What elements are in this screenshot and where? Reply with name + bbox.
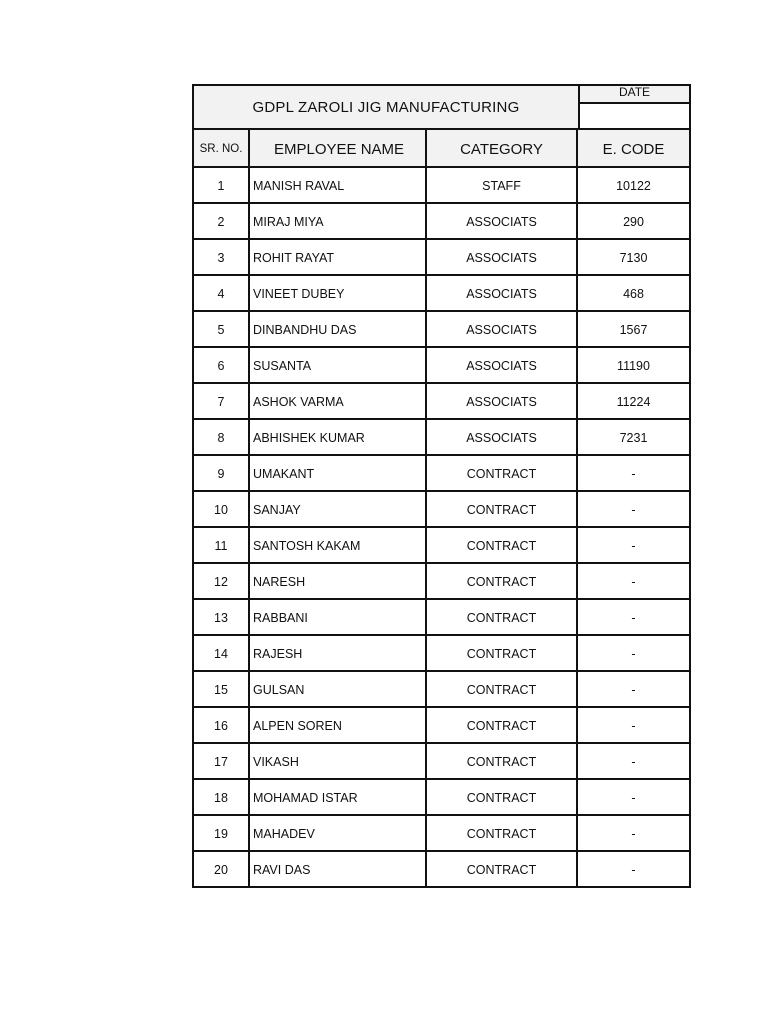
category-cell: CONTRACT: [427, 456, 578, 490]
table-row: [194, 636, 689, 672]
date-field[interactable]: [580, 104, 689, 128]
category-cell: ASSOCIATS: [427, 348, 578, 382]
table-row: [194, 276, 689, 312]
sr-no-cell: 4: [194, 276, 250, 310]
category-cell: CONTRACT: [427, 564, 578, 598]
sr-no-cell: 18: [194, 780, 250, 814]
employee-name-cell: SANJAY: [250, 492, 427, 526]
table-row: [194, 348, 689, 384]
employee-name-cell: MOHAMAD ISTAR: [250, 780, 427, 814]
e-code-cell: -: [631, 755, 636, 769]
category-cell: CONTRACT: [427, 672, 578, 706]
employee-name-cell: MANISH RAVAL: [250, 168, 427, 202]
sr-no-cell: 11: [194, 528, 250, 562]
sr-no-cell: 16: [194, 708, 250, 742]
employee-name-cell: ABHISHEK KUMAR: [250, 420, 427, 454]
table-row: [194, 420, 689, 456]
table-row: [194, 780, 689, 816]
sr-no-cell: 9: [194, 456, 250, 490]
table-row: [194, 312, 689, 348]
employee-name-cell: NARESH: [250, 564, 427, 598]
table-row: [194, 672, 689, 708]
e-code-cell: 1567: [619, 323, 648, 337]
employee-name-cell: VINEET DUBEY: [250, 276, 427, 310]
e-code-cell: 468: [623, 287, 644, 301]
table-row: [194, 528, 689, 564]
category-cell: ASSOCIATS: [427, 240, 578, 274]
employee-name-cell: VIKASH: [250, 744, 427, 778]
e-code-cell: 290: [623, 215, 644, 229]
e-code-cell: -: [631, 503, 636, 517]
category-cell: STAFF: [427, 168, 578, 202]
employee-name-cell: SUSANTA: [250, 348, 427, 382]
table-row: [194, 384, 689, 420]
date-block: [580, 86, 689, 128]
e-code-cell: -: [631, 467, 636, 481]
e-code-cell: -: [631, 863, 636, 877]
sr-no-cell: 7: [194, 384, 250, 418]
employee-name-cell: GULSAN: [250, 672, 427, 706]
table-row: [194, 600, 689, 636]
category-cell: CONTRACT: [427, 636, 578, 670]
header-sr-no: SR. NO.: [194, 130, 250, 166]
e-code-cell: -: [631, 611, 636, 625]
e-code-cell: -: [631, 791, 636, 805]
table-body: [194, 168, 689, 886]
category-cell: CONTRACT: [427, 744, 578, 778]
category-cell: ASSOCIATS: [427, 204, 578, 238]
employee-name-cell: ALPEN SOREN: [250, 708, 427, 742]
sr-no-cell: 2: [194, 204, 250, 238]
sr-no-cell: 8: [194, 420, 250, 454]
e-code-cell: -: [631, 683, 636, 697]
employee-name-cell: RABBANI: [250, 600, 427, 634]
sr-no-cell: 3: [194, 240, 250, 274]
sr-no-cell: 14: [194, 636, 250, 670]
e-code-cell: -: [631, 575, 636, 589]
date-label: DATE: [580, 86, 689, 104]
employee-name-cell: ASHOK VARMA: [250, 384, 427, 418]
sr-no-cell: 19: [194, 816, 250, 850]
category-cell: CONTRACT: [427, 600, 578, 634]
category-cell: CONTRACT: [427, 708, 578, 742]
sr-no-cell: 6: [194, 348, 250, 382]
sr-no-cell: 5: [194, 312, 250, 346]
employee-name-cell: MAHADEV: [250, 816, 427, 850]
category-cell: ASSOCIATS: [427, 384, 578, 418]
table-row: [194, 816, 689, 852]
employee-name-cell: RAVI DAS: [250, 852, 427, 886]
table-row: [194, 456, 689, 492]
sr-no-cell: 10: [194, 492, 250, 526]
e-code-cell: -: [631, 827, 636, 841]
category-cell: ASSOCIATS: [427, 420, 578, 454]
sr-no-cell: 15: [194, 672, 250, 706]
sr-no-cell: 17: [194, 744, 250, 778]
header-e-code: E. CODE: [602, 140, 665, 158]
category-cell: ASSOCIATS: [427, 276, 578, 310]
sr-no-cell: 1: [194, 168, 250, 202]
title-row: [194, 86, 689, 130]
category-cell: CONTRACT: [427, 528, 578, 562]
table-row: [194, 240, 689, 276]
sr-no-cell: 12: [194, 564, 250, 598]
table-header: [194, 130, 689, 168]
header-employee-name: EMPLOYEE NAME: [250, 130, 427, 166]
category-cell: CONTRACT: [427, 492, 578, 526]
category-cell: ASSOCIATS: [427, 312, 578, 346]
document-title: GDPL ZAROLI JIG MANUFACTURING: [194, 86, 580, 128]
employee-name-cell: SANTOSH KAKAM: [250, 528, 427, 562]
header-category: CATEGORY: [427, 130, 578, 166]
employee-name-cell: UMAKANT: [250, 456, 427, 490]
sr-no-cell: 20: [194, 852, 250, 886]
e-code-cell: 10122: [616, 179, 651, 193]
employee-name-cell: RAJESH: [250, 636, 427, 670]
category-cell: CONTRACT: [427, 852, 578, 886]
table-row: [194, 204, 689, 240]
e-code-cell: -: [631, 719, 636, 733]
table-row: [194, 492, 689, 528]
e-code-cell: 11190: [617, 359, 650, 373]
table-row: [194, 744, 689, 780]
category-cell: CONTRACT: [427, 780, 578, 814]
sr-no-cell: 13: [194, 600, 250, 634]
employee-name-cell: MIRAJ MIYA: [250, 204, 427, 238]
category-cell: CONTRACT: [427, 816, 578, 850]
e-code-cell: -: [631, 539, 636, 553]
table-row: [194, 708, 689, 744]
e-code-cell: 11224: [616, 395, 651, 409]
table-row: [194, 564, 689, 600]
employee-name-cell: ROHIT RAYAT: [250, 240, 427, 274]
table-row: [194, 168, 689, 204]
e-code-cell: 7130: [619, 251, 648, 265]
e-code-cell: -: [631, 647, 636, 661]
employee-sheet: [192, 84, 691, 888]
e-code-cell: 7231: [619, 431, 648, 445]
employee-name-cell: DINBANDHU DAS: [250, 312, 427, 346]
table-row: [194, 852, 689, 886]
